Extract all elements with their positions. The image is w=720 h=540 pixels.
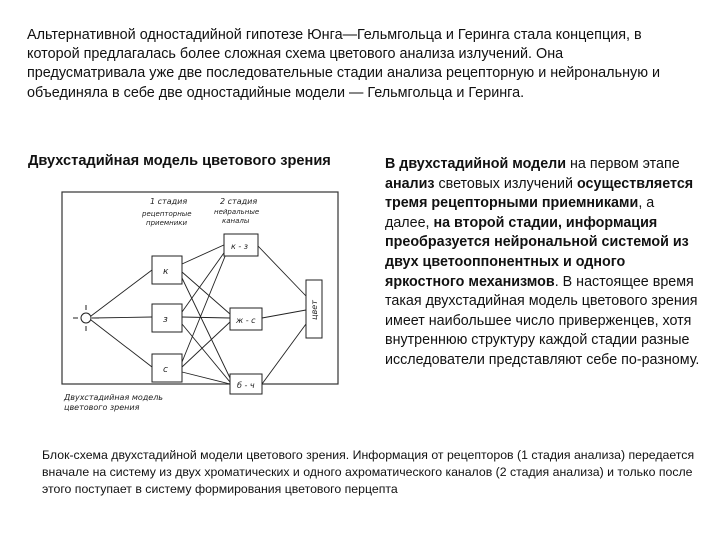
two-stage-model-diagram (58, 184, 348, 422)
right-bold-5: осуществляется тремя рецепторными приемниками (385, 175, 694, 212)
channel-bch-label: б - ч (237, 381, 255, 390)
receptor-s-box (152, 354, 182, 382)
figure-caption: Блок-схема двухстадийной модели цветового зрения. Информация от рецепторов (1 стадия анализа) передается вначале на систему из двух хроматических и одного ахроматического каналов (2 стадия анализа) и только после этого поступает в систему формирования цветового перцепта (42, 448, 695, 497)
stage2-sublabel-2: каналы (222, 217, 250, 225)
right-bold-3: анализ (385, 175, 435, 192)
intro-paragraph: Альтернативной одностадийной гипотезе Юнга—Гельмгольца и Геринга стала концепция, в которой предлагалась более сложная схема цветового анализа излучений. Она предусматривала уже две последовательные стадии анализа рецепторную и нейрональную и объединяла в себе две одностадийные модели — Гельмгольца и Геринга. (27, 27, 661, 101)
stage2-sublabel-1: нейральные (214, 208, 260, 216)
diagram-title: Двухстадийная модель цветового зрения (28, 153, 331, 169)
stage2-label: 2 стадия (220, 197, 258, 206)
channel-kz-label: к - з (231, 242, 249, 251)
right-bold-7: на второй стадии, информация преобразуется нейрональной системой из двух цветооппонентных и одного яркостного механизмов (385, 214, 689, 290)
channel-bch-box (230, 374, 262, 394)
right-bold-1: В двухстадийной модели (385, 156, 567, 172)
channel-kz-box (224, 234, 258, 256)
channel-zhs-box (230, 308, 262, 330)
receptor-s-label: с (163, 365, 168, 375)
output-color-box (306, 280, 322, 338)
connection-lines (91, 244, 306, 384)
right-description (385, 155, 700, 371)
right-text-6: , а далее, (385, 195, 655, 231)
receptor-k-label: к (163, 267, 169, 277)
right-text-8: . В настоящее время такая двухстадийная модель цветового зрения имеет наибольшее число приверженцев, хотя внутреннюю структуру каждой стадии разные исследователи представляют себе по-разному. (385, 273, 700, 368)
right-text-4: световых излучений (434, 175, 577, 192)
stage1-sublabel-2: приемники (146, 219, 188, 227)
diagram-note-line-2: цветового зрения (64, 403, 140, 412)
stage1-sublabel-1: рецепторные (142, 210, 192, 218)
receptor-z-label: з (163, 315, 168, 325)
channel-zhs-label: ж - с (236, 316, 256, 325)
diagram-note-line-1: Двухстадийная модель (64, 393, 164, 402)
output-color-label: цвет (310, 300, 319, 320)
receptor-k-box (152, 256, 182, 284)
stage1-label: 1 стадия (150, 197, 188, 206)
receptor-z-box (152, 304, 182, 332)
right-text-2: на первом этапе (566, 156, 680, 172)
